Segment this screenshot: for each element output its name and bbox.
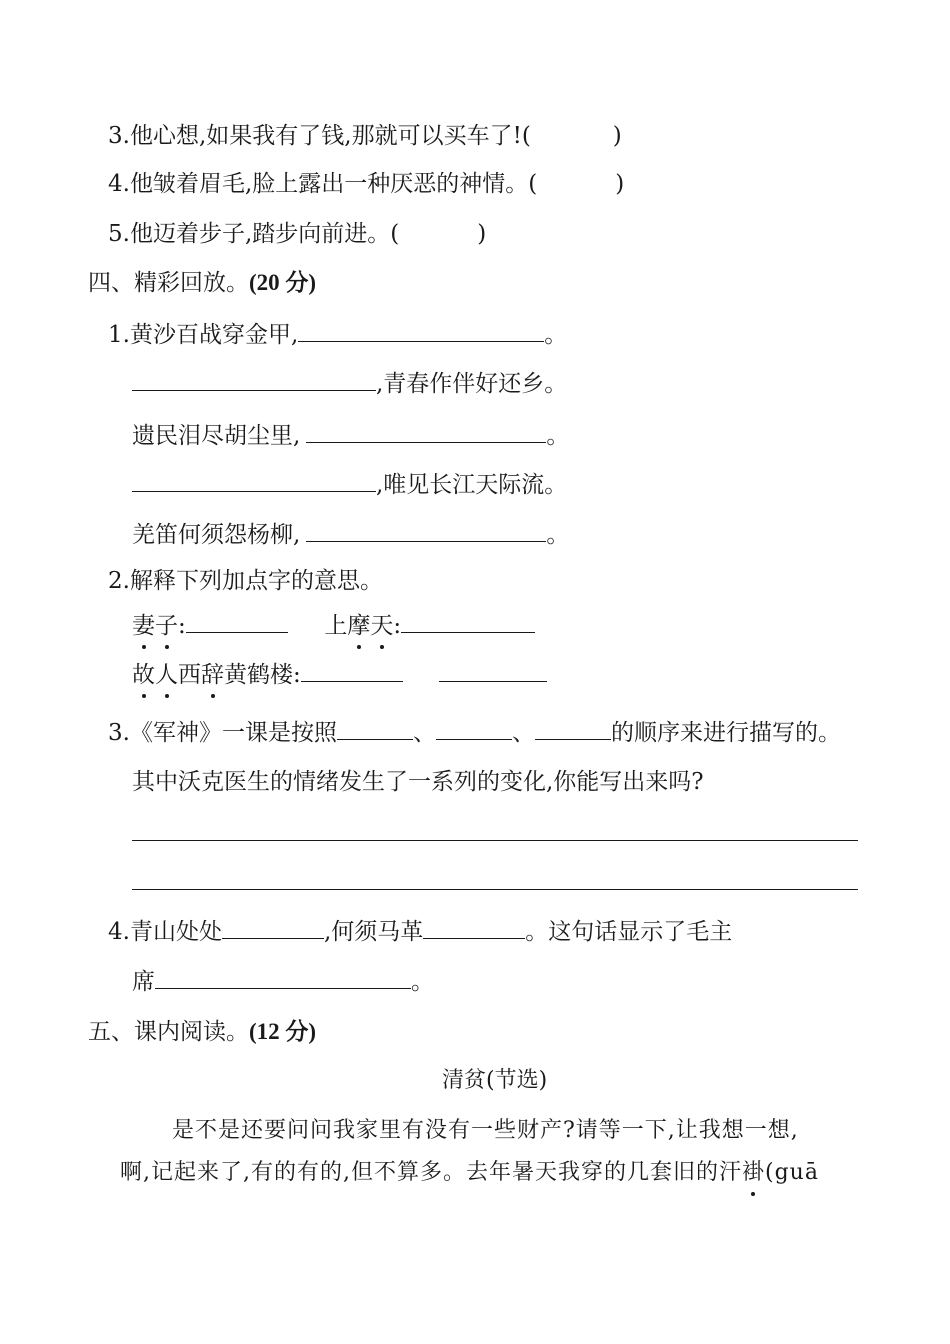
- section-title: 五、课内阅读。: [88, 1019, 249, 1045]
- item-text: 他迈着步子,踏步向前进。(: [129, 221, 400, 247]
- colon: :: [178, 613, 186, 639]
- item-3: [108, 121, 622, 151]
- separator: 、: [511, 720, 535, 746]
- punct: 。: [544, 322, 568, 348]
- poem-text: 黄沙百战穿金甲,: [129, 322, 299, 348]
- item-num: 4.: [108, 171, 130, 197]
- fill-blank[interactable]: [535, 717, 611, 740]
- fill-blank[interactable]: [306, 420, 546, 443]
- q-text: 青山处处: [129, 919, 222, 945]
- dotted-char: 人: [155, 662, 178, 688]
- q1-line5: [132, 519, 569, 550]
- q3-line1: [108, 717, 841, 748]
- item-4: [108, 169, 624, 199]
- fill-blank[interactable]: [439, 659, 547, 682]
- q2-prompt: [108, 566, 383, 596]
- q-text: 其中沃克医生的情绪发生了一系列的变化,你能写出来吗?: [132, 769, 704, 795]
- q1-line1: [108, 319, 567, 350]
- reading-para-line2: [120, 1158, 819, 1188]
- q3-line2: [132, 767, 704, 797]
- dotted-char: 辞: [201, 662, 224, 688]
- q-text: 解释下列加点字的意思。: [129, 568, 383, 594]
- fill-blank[interactable]: [401, 610, 535, 633]
- poem-text: ,唯见长江天际流。: [376, 472, 568, 498]
- poem-text: ,青春作伴好还乡。: [376, 371, 568, 397]
- plain-char: 西: [178, 662, 201, 688]
- separator: 、: [412, 720, 436, 746]
- q-num: 1.: [108, 322, 130, 348]
- para-text: 啊,记起来了,有的有的,但不算多。去年暑天我穿的几套旧的汗: [120, 1160, 742, 1185]
- answer-line-1[interactable]: [132, 840, 858, 841]
- fill-blank[interactable]: [132, 368, 376, 391]
- dotted-char: 妻: [132, 613, 155, 639]
- item-num: 5.: [108, 221, 130, 247]
- q4-line2: [132, 966, 434, 997]
- fill-blank[interactable]: [132, 469, 376, 492]
- q-num: 3.: [108, 720, 130, 746]
- close-paren: ): [612, 123, 622, 149]
- section-score: (12 分): [249, 1019, 317, 1044]
- q-text: 席: [132, 969, 155, 995]
- reading-title: [442, 1066, 547, 1096]
- plain-text: 黄鹤楼:: [224, 662, 301, 688]
- q1-line3: [132, 420, 569, 451]
- item-5: [108, 219, 486, 249]
- q2-items-row2: [132, 659, 547, 690]
- poem-text: 遗民泪尽胡尘里,: [132, 423, 301, 449]
- q-text: 。这句话显示了毛主: [525, 919, 733, 945]
- q2-items-row1: [132, 610, 535, 641]
- close-paren: ): [477, 221, 487, 247]
- fill-blank[interactable]: [298, 319, 544, 342]
- fill-blank[interactable]: [155, 966, 411, 989]
- dotted-char: 子: [155, 613, 178, 639]
- fill-blank[interactable]: [222, 916, 324, 939]
- plain-char: 上: [324, 613, 348, 639]
- section-score: (20 分): [249, 270, 317, 295]
- q-text: 的顺序来进行描写的。: [610, 720, 841, 746]
- q4-line1: [108, 916, 732, 947]
- fill-blank[interactable]: [301, 659, 403, 682]
- fill-blank[interactable]: [436, 717, 512, 740]
- fill-blank[interactable]: [306, 519, 546, 542]
- item-text: 他心想,如果我有了钱,那就可以买车了!(: [129, 123, 531, 149]
- punct: 。: [546, 522, 570, 548]
- q-text: 《军神》一课是按照: [129, 720, 337, 746]
- fill-blank[interactable]: [337, 717, 413, 740]
- item-text: 他皱着眉毛,脸上露出一种厌恶的神情。(: [129, 171, 538, 197]
- close-paren: ): [615, 171, 625, 197]
- colon: :: [393, 613, 402, 639]
- section-4-heading: [88, 268, 316, 298]
- para-text: 是不是还要问问我家里有没有一些财产?请等一下,让我想一想,: [172, 1118, 799, 1143]
- section-5-heading: [88, 1017, 316, 1047]
- q-text: ,何须马革: [323, 919, 424, 945]
- punct: 。: [546, 423, 570, 449]
- q1-line4: [132, 469, 567, 500]
- answer-line-2[interactable]: [132, 889, 858, 890]
- pinyin-text: (guā: [765, 1160, 819, 1185]
- q-num: 2.: [108, 568, 130, 594]
- dotted-char: 天: [370, 613, 394, 639]
- dotted-char: 摩: [347, 613, 371, 639]
- item-num: 3.: [108, 123, 130, 149]
- fill-blank[interactable]: [423, 916, 525, 939]
- dotted-char: 故: [132, 662, 155, 688]
- dotted-char: 褂: [742, 1158, 765, 1188]
- fill-blank[interactable]: [186, 610, 288, 633]
- punct: 。: [411, 969, 434, 995]
- reading-para-line1: [172, 1116, 799, 1146]
- q1-line2: [132, 368, 567, 399]
- title-text: 清贫(节选): [442, 1068, 548, 1093]
- q-num: 4.: [108, 919, 130, 945]
- poem-text: 羌笛何须怨杨柳,: [132, 522, 301, 548]
- section-title: 四、精彩回放。: [88, 270, 249, 296]
